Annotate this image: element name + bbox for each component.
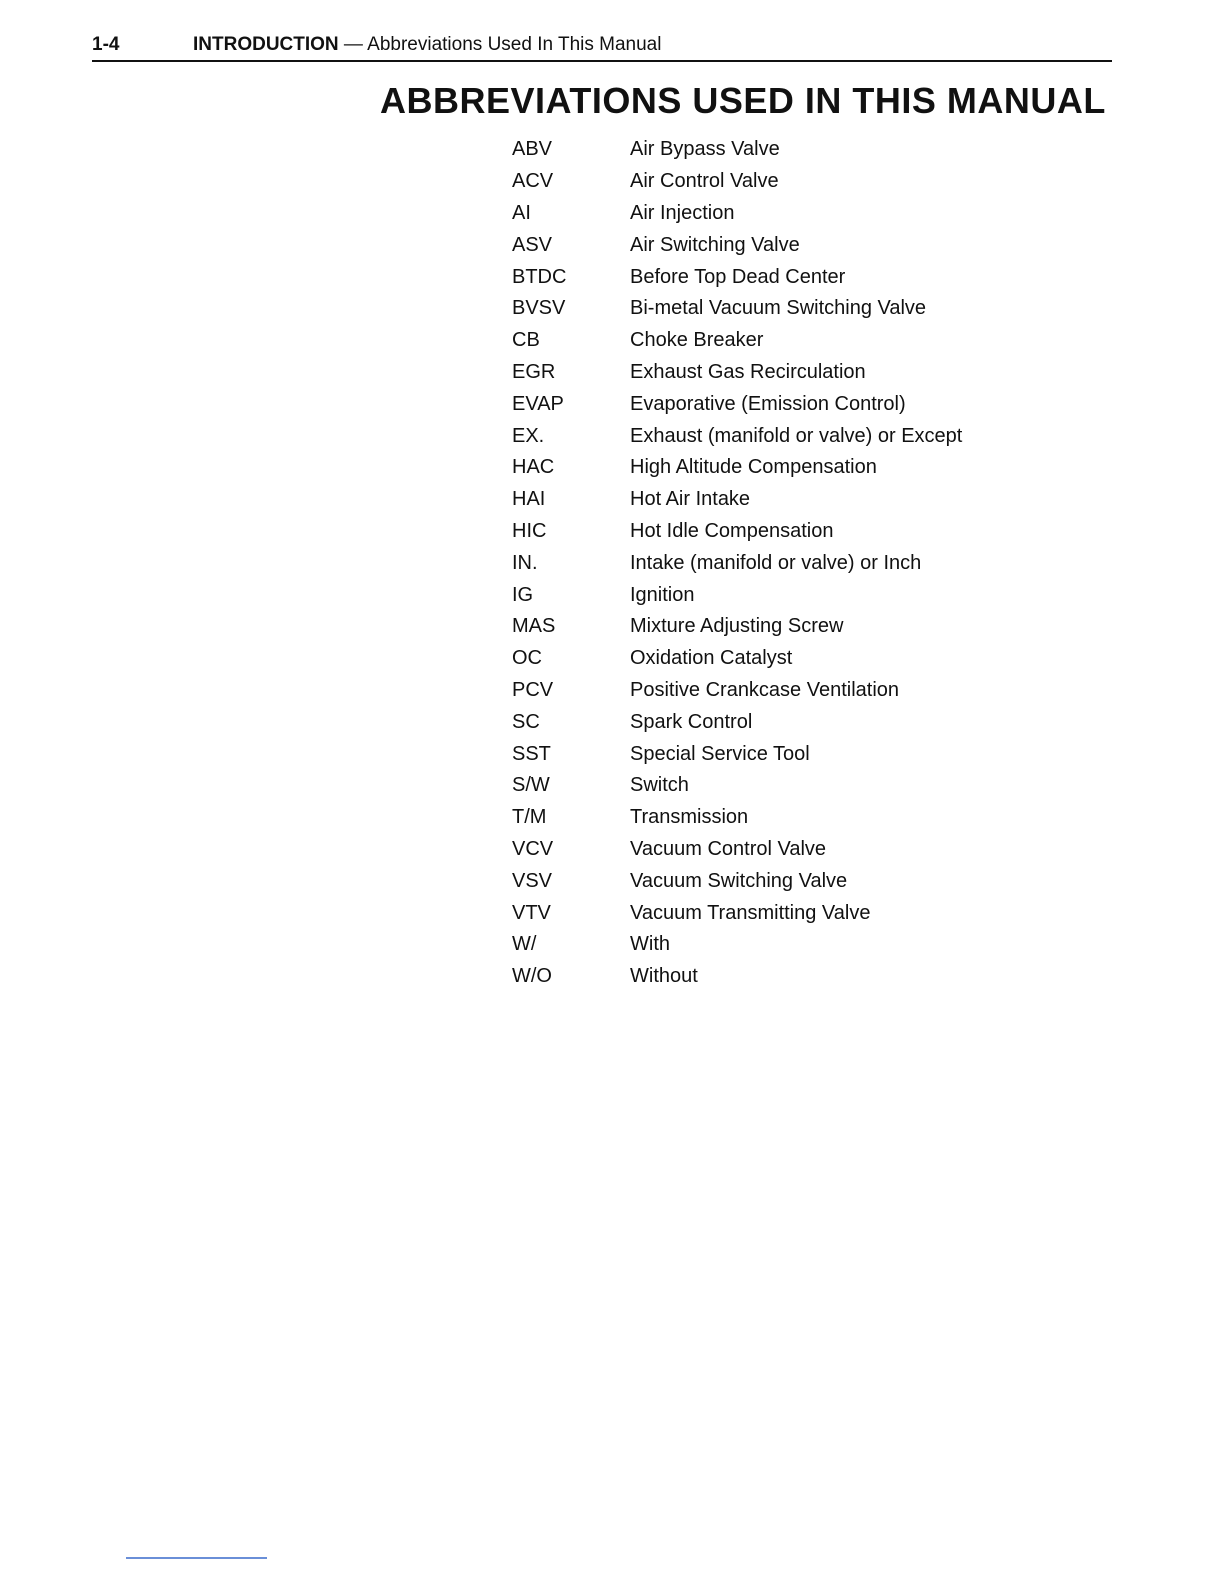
abbreviation-code: BTDC bbox=[512, 265, 567, 288]
abbreviation-row bbox=[512, 834, 1072, 866]
abbreviation-meaning: Bi-metal Vacuum Switching Valve bbox=[630, 297, 927, 320]
abbreviation-row bbox=[512, 420, 1072, 452]
abbreviation-row bbox=[512, 484, 1072, 516]
abbreviation-meaning: Exhaust (manifold or valve) or Except bbox=[630, 424, 963, 447]
abbreviation-code: EGR bbox=[512, 360, 556, 383]
abbreviation-code: AI bbox=[512, 201, 531, 224]
abbreviation-row bbox=[512, 897, 1072, 929]
abbreviation-row bbox=[512, 134, 1072, 166]
abbreviation-meaning: Vacuum Transmitting Valve bbox=[630, 901, 871, 924]
abbreviation-row bbox=[512, 802, 1072, 834]
abbreviation-meaning: Before Top Dead Center bbox=[630, 265, 846, 288]
section-subtitle: — Abbreviations Used In This Manual bbox=[338, 34, 662, 55]
abbreviation-meaning: Air Switching Valve bbox=[630, 233, 800, 256]
abbreviation-code: HAC bbox=[512, 456, 555, 479]
abbreviation-meaning: Vacuum Switching Valve bbox=[630, 869, 848, 892]
page-title: ABBREVIATIONS USED IN THIS MANUAL bbox=[380, 80, 1106, 121]
abbreviation-meaning: Choke Breaker bbox=[630, 329, 764, 352]
abbreviation-meaning: Air Injection bbox=[630, 201, 735, 224]
abbreviation-row bbox=[512, 166, 1072, 198]
abbreviation-code: MAS bbox=[512, 615, 556, 638]
abbreviation-meaning: Air Bypass Valve bbox=[630, 138, 780, 161]
abbreviation-list bbox=[512, 134, 1072, 993]
abbreviation-row bbox=[512, 516, 1072, 548]
abbreviation-code: ABV bbox=[512, 138, 553, 161]
abbreviation-meaning: Mixture Adjusting Screw bbox=[630, 615, 844, 638]
abbreviation-code: SC bbox=[512, 710, 540, 733]
abbreviation-meaning: Oxidation Catalyst bbox=[630, 647, 793, 670]
abbreviation-code: OC bbox=[512, 647, 542, 670]
abbreviation-row bbox=[512, 229, 1072, 261]
abbreviation-code: W/ bbox=[512, 933, 537, 956]
section-main-title: INTRODUCTION bbox=[193, 34, 339, 55]
abbreviation-row bbox=[512, 706, 1072, 738]
abbreviation-row bbox=[512, 611, 1072, 643]
abbreviation-code: PCV bbox=[512, 678, 554, 701]
abbreviation-code: SST bbox=[512, 742, 551, 765]
abbreviation-meaning: Transmission bbox=[630, 806, 749, 829]
section-title bbox=[193, 34, 661, 56]
abbreviation-row bbox=[512, 357, 1072, 389]
abbreviation-row bbox=[512, 675, 1072, 707]
abbreviation-meaning: Intake (manifold or valve) or Inch bbox=[630, 551, 922, 574]
abbreviation-meaning: Hot Idle Compensation bbox=[630, 519, 834, 542]
abbreviation-code: BVSV bbox=[512, 297, 566, 320]
abbreviation-meaning: Evaporative (Emission Control) bbox=[630, 392, 906, 415]
abbreviation-row bbox=[512, 961, 1072, 993]
abbreviation-code: ACV bbox=[512, 170, 554, 193]
abbreviation-row bbox=[512, 547, 1072, 579]
abbreviation-meaning: With bbox=[630, 933, 670, 956]
footer-rule bbox=[126, 1557, 267, 1559]
abbreviation-row bbox=[512, 452, 1072, 484]
abbreviation-code: VTV bbox=[512, 901, 551, 924]
abbreviation-code: IG bbox=[512, 583, 534, 606]
abbreviation-code: W/O bbox=[512, 965, 552, 988]
abbreviation-meaning: Exhaust Gas Recirculation bbox=[630, 360, 866, 383]
abbreviation-row bbox=[512, 388, 1072, 420]
abbreviation-meaning: Positive Crankcase Ventilation bbox=[630, 678, 900, 701]
abbreviation-code: HAI bbox=[512, 488, 546, 511]
abbreviation-code: IN. bbox=[512, 551, 538, 574]
abbreviation-code: HIC bbox=[512, 519, 547, 542]
abbreviation-code: VCV bbox=[512, 837, 554, 860]
abbreviation-row bbox=[512, 643, 1072, 675]
abbreviation-meaning: Special Service Tool bbox=[630, 742, 810, 765]
abbreviation-row bbox=[512, 198, 1072, 230]
abbreviation-meaning: Air Control Valve bbox=[630, 170, 779, 193]
abbreviation-meaning: Without bbox=[630, 965, 698, 988]
abbreviation-row bbox=[512, 293, 1072, 325]
abbreviation-code: ASV bbox=[512, 233, 553, 256]
abbreviation-code: S/W bbox=[512, 774, 550, 797]
abbreviation-code: CB bbox=[512, 329, 540, 352]
abbreviation-row bbox=[512, 325, 1072, 357]
page-header bbox=[92, 32, 1112, 62]
abbreviation-code: EVAP bbox=[512, 392, 564, 415]
abbreviation-row bbox=[512, 261, 1072, 293]
abbreviation-meaning: Switch bbox=[630, 774, 689, 797]
abbreviation-row bbox=[512, 929, 1072, 961]
abbreviation-meaning: Vacuum Control Valve bbox=[630, 837, 827, 860]
abbreviation-row bbox=[512, 579, 1072, 611]
abbreviation-row bbox=[512, 738, 1072, 770]
abbreviation-meaning: Spark Control bbox=[630, 710, 753, 733]
abbreviation-meaning: Hot Air Intake bbox=[630, 488, 751, 511]
abbreviation-meaning: Ignition bbox=[630, 583, 695, 606]
abbreviation-meaning: High Altitude Compensation bbox=[630, 456, 877, 479]
abbreviation-code: EX. bbox=[512, 424, 545, 447]
abbreviation-row bbox=[512, 865, 1072, 897]
abbreviation-row bbox=[512, 770, 1072, 802]
abbreviation-code: VSV bbox=[512, 869, 553, 892]
page-number: 1-4 bbox=[92, 34, 120, 55]
abbreviation-code: T/M bbox=[512, 806, 547, 829]
